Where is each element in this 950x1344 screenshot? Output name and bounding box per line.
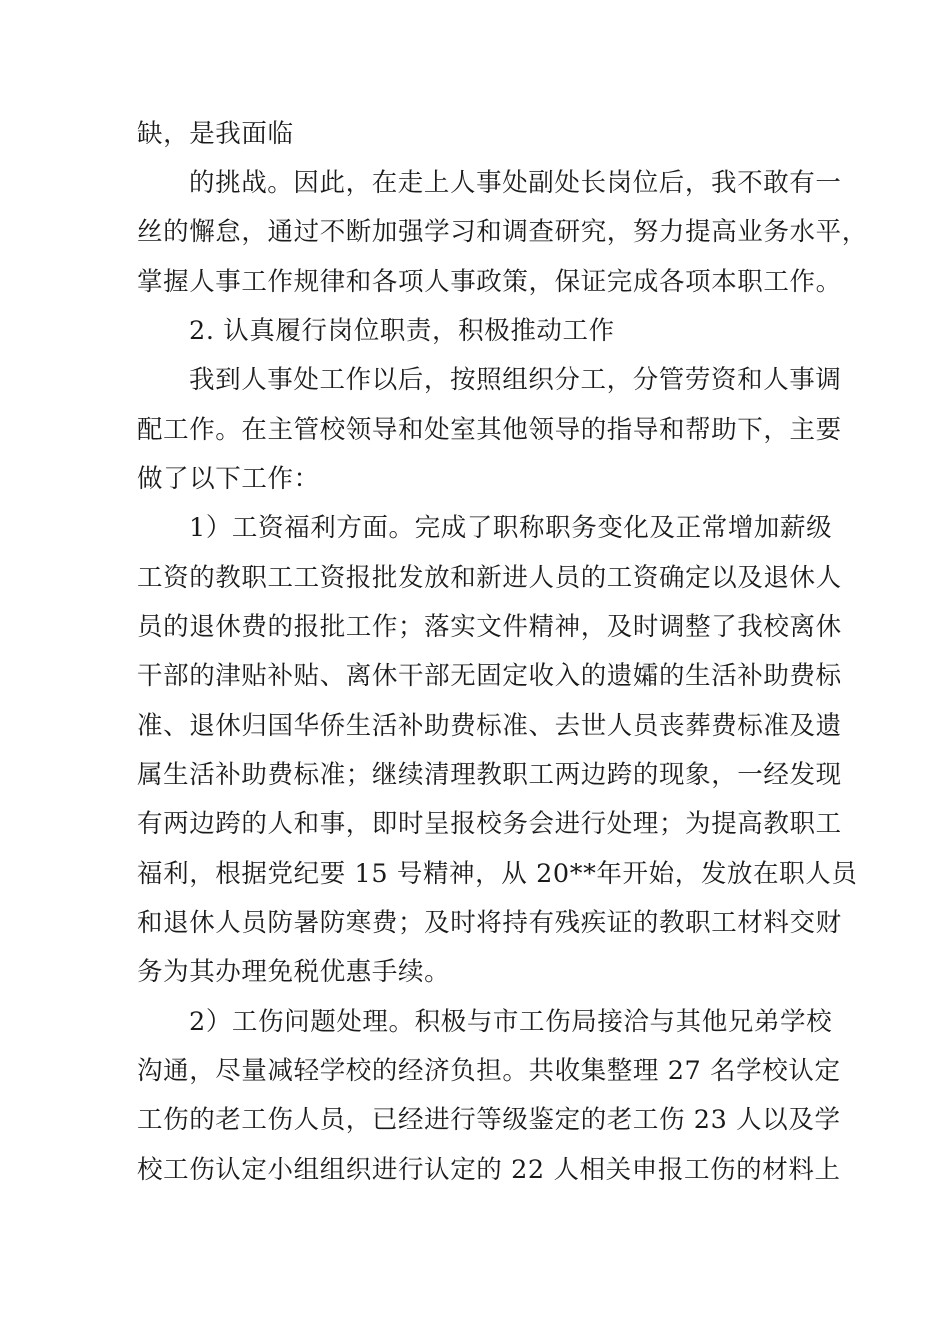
paragraph-line: 丝的懈怠，通过不断加强学习和调查研究，努力提高业务水平，	[137, 217, 868, 247]
paragraph-line: 2）工伤问题处理。积极与市工伤局接洽与其他兄弟学校	[189, 1007, 833, 1037]
paragraph-line: 掌握人事工作规律和各项人事政策，保证完成各项本职工作。	[137, 267, 842, 297]
paragraph-line: 福利，根据党纪要 15 号精神，从 20**年开始，发放在职人员	[137, 859, 858, 889]
paragraph-line: 属生活补助费标准；继续清理教职工两边跨的现象，一经发现	[137, 760, 842, 790]
paragraph-line: 工伤的老工伤人员，已经进行等级鉴定的老工伤 23 人以及学	[137, 1105, 841, 1135]
paragraph-line: 做了以下工作：	[137, 464, 320, 494]
paragraph-line: 务为其办理免税优惠手续。	[137, 957, 451, 987]
section-heading: 2. 认真履行岗位职责，积极推动工作	[189, 316, 615, 346]
paragraph-line: 我到人事处工作以后，按照组织分工，分管劳资和人事调	[189, 365, 842, 395]
paragraph-line: 1）工资福利方面。完成了职称职务变化及正常增加薪级	[189, 513, 833, 543]
paragraph-line: 员的退休费的报批工作；落实文件精神，及时调整了我校离休	[137, 612, 842, 642]
paragraph-line: 干部的津贴补贴、离休干部无固定收入的遗孀的生活补助费标	[137, 661, 842, 691]
paragraph-line: 缺，是我面临	[137, 119, 294, 149]
paragraph-line: 准、退休归国华侨生活补助费标准、去世人员丧葬费标准及遗	[137, 711, 842, 741]
paragraph-line: 和退休人员防暑防寒费；及时将持有残疾证的教职工材料交财	[137, 908, 842, 938]
paragraph-line: 沟通，尽量减轻学校的经济负担。共收集整理 27 名学校认定	[137, 1056, 841, 1086]
paragraph-line: 的挑战。因此，在走上人事处副处长岗位后，我不敢有一	[189, 168, 842, 198]
paragraph-line: 校工伤认定小组组织进行认定的 22 人相关申报工伤的材料上	[137, 1155, 841, 1185]
paragraph-line: 工资的教职工工资报批发放和新进人员的工资确定以及退休人	[137, 563, 842, 593]
paragraph-line: 有两边跨的人和事，即时呈报校务会进行处理；为提高教职工	[137, 809, 842, 839]
paragraph-line: 配工作。在主管校领导和处室其他领导的指导和帮助下，主要	[137, 415, 842, 445]
